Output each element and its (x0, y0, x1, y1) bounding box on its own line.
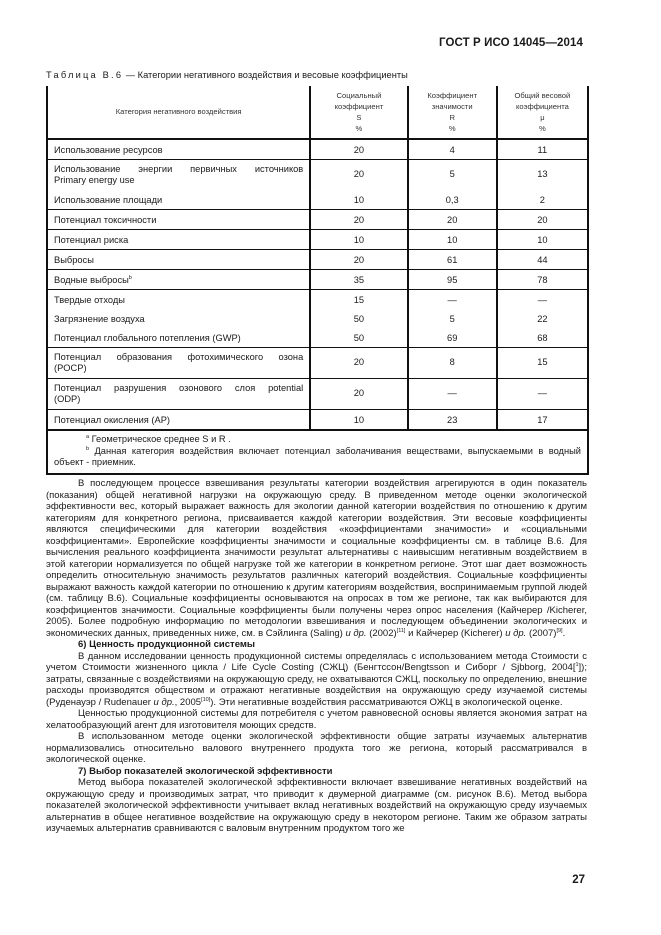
body-text (46, 478, 587, 835)
paragraph-weighting: В последующем процессе взвешивания результаты категории воздействия агрегируются в один показатель (показания) общей негативной нагрузки на окружающую среду. В приведенном методе оценки экологической эффективности вес, который выражает важность для экологии данной категории воздействия по отношению к другим категориям для конкретного региона, присваивается каждой категории воздействия. Эти весовые коэффициенты являются специфическими для категории воздействия «коэффициентами значимости» и «социальными коэффициентами». Европейские коэффициенты значимости и социальные коэффициенты см. в таблице В.6. Для вычисления реального коэффициента значимости результат альтернативы с наивысшим негативным воздействием в этой категории нормализуется по общей нагрузке той же категории в конкретном регионе. Этот шаг дает возможность определить относительную значимость результатов различных категорий воздействия. Социальные коэффициенты выражают важность каждой категории по отношению к другим категориям воздействия, воспринимаемым группой людей (см. таблицу В.6). Социальные коэффициенты основываются на опросах в том же регионе, так как выбираются для коэффициентов значимости. Социальные коэффициенты были получены через опрос населения (Кайчерер /Kicherer, 2005). Более подробную информацию по методологии взвешивания и последующем объединении экологических и экономических данных, приведенных ниже, см. в Сэйлинга (Saling) и др. (2002)[11] и Кайчерер (Kicherer) и др. (2007)[9]. (46, 478, 587, 639)
document-header-standard: ГОСТ Р ИСО 14045—2014 (438, 37, 583, 49)
column-header-category: Категория негативного воздействия (47, 86, 310, 139)
section-heading-6: 6) Ценность продукционной системы (78, 639, 255, 650)
table-row: Твердые отходы 15 — — (47, 290, 588, 310)
table-row: Выбросы 20 61 44 (47, 250, 588, 270)
impact-categories-table (46, 86, 589, 475)
paragraph-consumer-value: Ценностью продукционной системы для потребителя с учетом равновесной основы является экономия затрат на хелатообразующий агент для изготовителя моющих средств. (46, 708, 587, 731)
table-row: Использование площади 10 0,3 2 (47, 190, 588, 210)
column-header-significance-coefficient: Коэффициент значимости R % (408, 86, 497, 139)
table-row: Потенциал риска 10 10 10 (47, 230, 588, 250)
table-row: Потенциал глобального потепления (GWP) 50 69 68 (47, 328, 588, 348)
paragraph-cost-normalization: В использованном методе оценки экологической эффективности общие затраты изучаемых альтернатив нормализовались относительно валового внутреннего продукта того же региона, который рассматривался в экологической оценке. (46, 731, 587, 765)
page-number: 27 (572, 874, 585, 886)
table-caption-label: Таблица В.6 (46, 70, 124, 80)
table-row: Использование ресурсов 20 4 11 (47, 139, 588, 160)
footnote-a: $^a$ Геометрическое среднее S и R . (86, 433, 231, 444)
table-row: Потенциал окисления (AP) 10 23 17 (47, 410, 588, 431)
table-row: Использование энергии первичных источников Primary energy use 20 5 13 (47, 160, 588, 191)
table-row: Потенциал разрушения озонового слоя potential (ODP) 20 — — (47, 379, 588, 410)
paragraph-lcc: В данном исследовании ценность продукционной системы определялась с использованием метода Стоимости с учетом Стоимости жизненного цикла / Life Cycle Costing (СЖЦ) (Бенгтссон/Bengtsson и Сиборг / Sjbborg, 2004[$^1$]); затраты, связанные с воздействиями на окружающую среду, не охватываются СЖЦ, поскольку по определению, внешние расходы производятся обществом и отражают негативные воздействия на окружающую среду изучаемой системы (Руденауэр / Rudenauer и др., 2005[10]). Эти негативные воздействия рассматриваются ОЖЦ в экологической оценке. (46, 650, 587, 708)
table-row: Потенциал образования фотохимического озона (POCP) 20 8 15 (47, 348, 588, 379)
column-header-total-weight: Общий весовой коэффициента μ % (497, 86, 588, 139)
column-header-social-coefficient: Социальный коэффициент S % (310, 86, 407, 139)
table-caption (46, 70, 408, 80)
footnote-b: $^b$ Данная категория воздействия включает потенциал заболачивания веществами, выпускаемыми в водный объект - приемник. (54, 445, 581, 467)
table-caption-title: — Категории негативного воздействия и весовые коэффициенты (123, 70, 408, 80)
footnote-marker: b (128, 274, 132, 281)
table-row: Загрязнение воздуха 50 5 22 (47, 309, 588, 328)
table-row: Потенциал токсичности 20 20 20 (47, 210, 588, 230)
table-row: Водные выбросы$^b$ 35 95 78 (47, 270, 588, 290)
section-heading-7: 7) Выбор показателей экологической эффективности (78, 765, 333, 777)
table-footnotes (47, 430, 588, 474)
paragraph-indicator-selection: Метод выбора показателей экологической эффективности включает взвешивание негативных воздействий на окружающую среду и производимых затрат, что приводит к двумерной диаграмме (см. рисунок В.6). Метод выбора показателей экологической эффективности учитывает вклад негативных воздействий на окружающую среду изучаемых альтернатив в общее негативное воздействие на окружающую среду в некотором регионе. Таким же образом затраты изучаемых альтернатив сравниваются с валовым внутренним продуктом того же (46, 777, 587, 834)
table-header-row (47, 86, 588, 139)
